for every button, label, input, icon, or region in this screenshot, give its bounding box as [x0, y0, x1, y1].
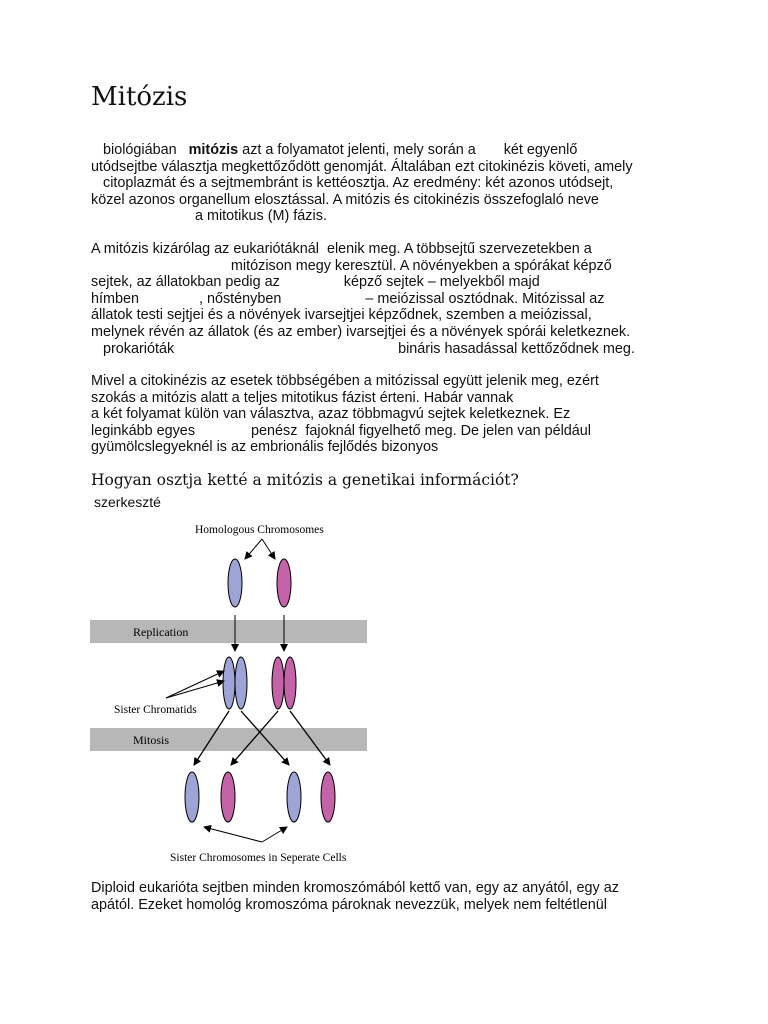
chromatid-pink	[284, 657, 296, 709]
edit-link[interactable]: szerkeszté	[94, 494, 161, 510]
replication-band	[90, 620, 367, 643]
mitosis-diagram	[90, 515, 380, 870]
arrow-line	[166, 681, 224, 698]
text-line: Mivel a citokinézis az esetek többségében a mitózissal együtt jelenik meg, ezért	[91, 373, 599, 389]
chromatid-blue	[235, 657, 247, 709]
chromosome-blue	[228, 559, 242, 607]
paragraph-cytokinesis	[91, 373, 599, 456]
chromatid-pink	[272, 657, 284, 709]
mitosis-band	[90, 728, 367, 751]
paragraph-diploid	[91, 880, 619, 913]
label-replication: Replication	[133, 625, 189, 639]
text-line: a két folyamat külön van választva, azaz többmagvú sejtek keletkeznek. Ez	[91, 406, 571, 423]
text-line: leginkább egyes penész fajoknál figyelhető meg. De jelen van például	[91, 422, 591, 439]
text-line: hímben , nőstényben – meiózissal osztódnak. Mitózissal az	[91, 290, 605, 307]
text-line: gyümölcslegyeknél is az embrionális fejlődés bizonyos	[91, 439, 439, 456]
label-sister-chromatids: Sister Chromatids	[114, 704, 197, 716]
text-line: melynek révén az állatok (és az ember) ivarsejtjei és a növények spórái keletkeznek.	[91, 323, 631, 340]
text-line: szokás a mitózis alatt a teljes mitotikus fázist érteni. Habár vannak	[91, 389, 514, 406]
text-line	[91, 142, 633, 159]
label-mitosis: Mitosis	[133, 733, 170, 747]
text-line: közel azonos organellum elosztással. A mitózis és citokinézis összefoglaló neve	[91, 191, 599, 208]
text-fragment: biológiában	[91, 142, 189, 158]
chromatid-blue	[223, 657, 235, 709]
text-fragment: azt a folyamatot jelenti, mely során a két egyenlő	[238, 142, 578, 158]
paragraph-intro	[91, 142, 633, 225]
arrow-line	[204, 827, 262, 842]
label-homologous-chromosomes: Homologous Chromosomes	[195, 524, 324, 536]
text-line: a mitotikus (M) fázis.	[91, 208, 327, 225]
section-heading: Hogyan osztja ketté a mitózis a genetikai információt?	[91, 471, 519, 489]
text-line: utódsejtbe választja megkettőződött genomját. Általában ezt citokinézis követi, amely	[91, 158, 633, 175]
text-line: apától. Ezeket homológ kromoszóma pároknak nevezzük, melyek nem feltétlenül	[91, 896, 607, 913]
text-line: állatok testi sejtjei és a növények ivarsejtjei képződnek, szemben a meiózissal,	[91, 307, 592, 324]
text-line: citoplazmát és a sejtmembránt is kettéosztja. Az eredmény: két azonos utódsejt,	[91, 175, 614, 192]
bold-term: mitózis	[188, 142, 239, 158]
chromosome-blue	[185, 772, 199, 822]
page-title: Mitózis	[91, 82, 188, 112]
arrow-line	[262, 539, 275, 559]
text-line: sejtek, az állatokban pedig az képző sejtek – melyekből majd	[91, 274, 540, 291]
text-line: A mitózis kizárólag az eukariótáknál elenik meg. A többsejtű szervezetekben a	[91, 241, 592, 257]
chromosome-pink	[221, 772, 235, 822]
chromosome-blue	[287, 772, 301, 822]
arrow-line	[166, 671, 224, 698]
chromosome-pink	[321, 772, 335, 822]
chromosome-pink	[277, 559, 291, 607]
text-line: prokarióták bináris hasadással kettőződnek meg.	[91, 340, 635, 357]
text-line: Diploid eukarióta sejtben minden kromoszómából kettő van, egy az anyától, egy az	[91, 880, 619, 896]
text-line: mitózison megy keresztül. A növényekben a spórákat képző	[91, 257, 612, 274]
label-separate-cells: Sister Chromosomes in Seperate Cells	[170, 852, 347, 864]
arrow-line	[245, 539, 262, 559]
arrow-line	[262, 827, 287, 842]
paragraph-eukaryotes	[91, 241, 635, 357]
